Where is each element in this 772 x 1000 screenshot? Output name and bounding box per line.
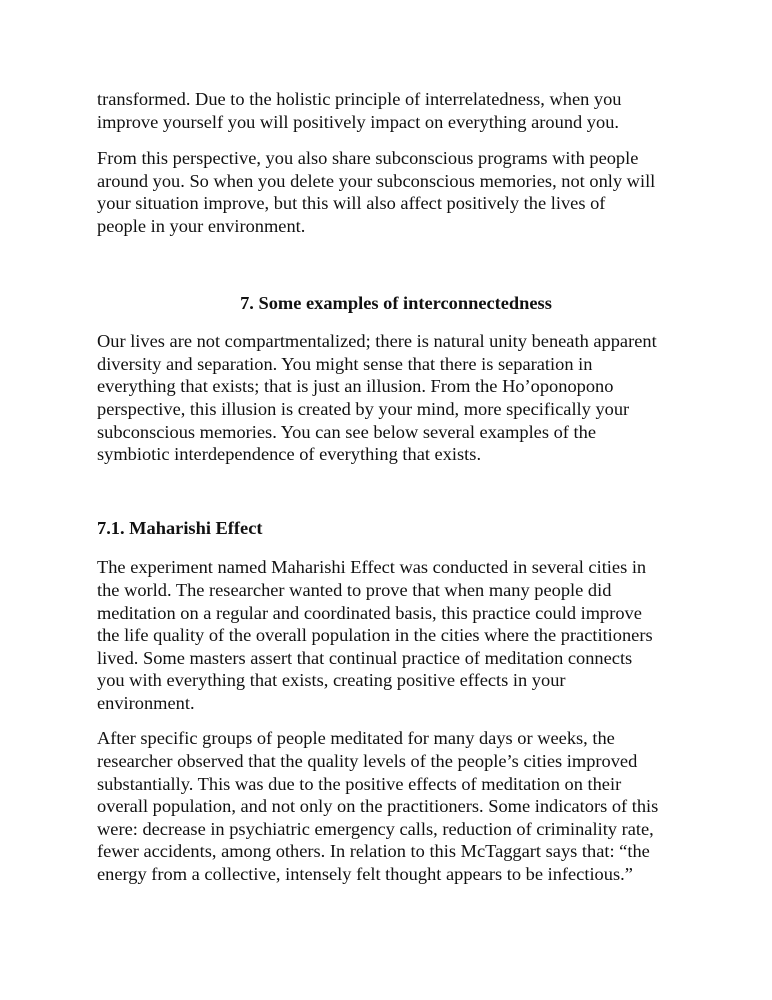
text-line: meditation on a regular and coordinated basis, this practice could improve <box>97 602 642 623</box>
text-line: your situation improve, but this will also affect positively the lives of <box>97 193 606 214</box>
text-line: diversity and separation. You might sense that there is separation in <box>97 353 593 374</box>
text-line: Our lives are not compartmentalized; there is natural unity beneath apparent <box>97 331 657 352</box>
text-line: perspective, this illusion is created by your mind, more specifically your <box>97 398 630 419</box>
paragraph-meditation-results <box>97 727 687 885</box>
text-line: the life quality of the overall population in the cities where the practitioners <box>97 625 653 646</box>
text-line: energy from a collective, intensely felt thought appears to be infectious.” <box>97 864 633 885</box>
section-heading: 7. Some examples of interconnectedness <box>240 292 552 313</box>
subsection-heading: 7.1. Maharishi Effect <box>97 517 263 538</box>
paragraph-continuation <box>97 88 687 133</box>
document-page <box>97 88 687 886</box>
text-line: researcher observed that the quality levels of the people’s cities improved <box>97 751 638 772</box>
text-line: From this perspective, you also share subconscious programs with people <box>97 148 639 169</box>
text-line: the world. The researcher wanted to prove that when many people did <box>97 579 612 600</box>
text-line: you with everything that exists, creating positive effects in your <box>97 670 566 691</box>
paragraph-interconnectedness <box>97 330 687 466</box>
text-line: fewer accidents, among others. In relation to this McTaggart says that: “the <box>97 841 650 862</box>
text-line: overall population, and not only on the practitioners. Some indicators of this <box>97 796 659 817</box>
text-line: environment. <box>97 692 195 713</box>
text-line: people in your environment. <box>97 215 306 236</box>
text-line: The experiment named Maharishi Effect was conducted in several cities in <box>97 557 647 578</box>
text-line: transformed. Due to the holistic principle of interrelatedness, when you <box>97 89 622 109</box>
text-line: were: decrease in psychiatric emergency calls, reduction of criminality rate, <box>97 818 654 839</box>
text-line: subconscious memories. You can see below several examples of the <box>97 421 596 442</box>
text-line: everything that exists; that is just an illusion. From the Ho’oponopono <box>97 376 614 397</box>
text-line: improve yourself you will positively impact on everything around you. <box>97 111 619 132</box>
text-line: symbiotic interdependence of everything that exists. <box>97 444 482 465</box>
paragraph-maharishi-experiment <box>97 556 687 714</box>
text-line: After specific groups of people meditated for many days or weeks, the <box>97 728 615 749</box>
text-line: substantially. This was due to the positive effects of meditation on their <box>97 773 622 794</box>
text-line: around you. So when you delete your subconscious memories, not only will <box>97 170 656 191</box>
text-line: lived. Some masters assert that continual practice of meditation connects <box>97 647 633 668</box>
paragraph-subconscious-programs <box>97 147 687 237</box>
